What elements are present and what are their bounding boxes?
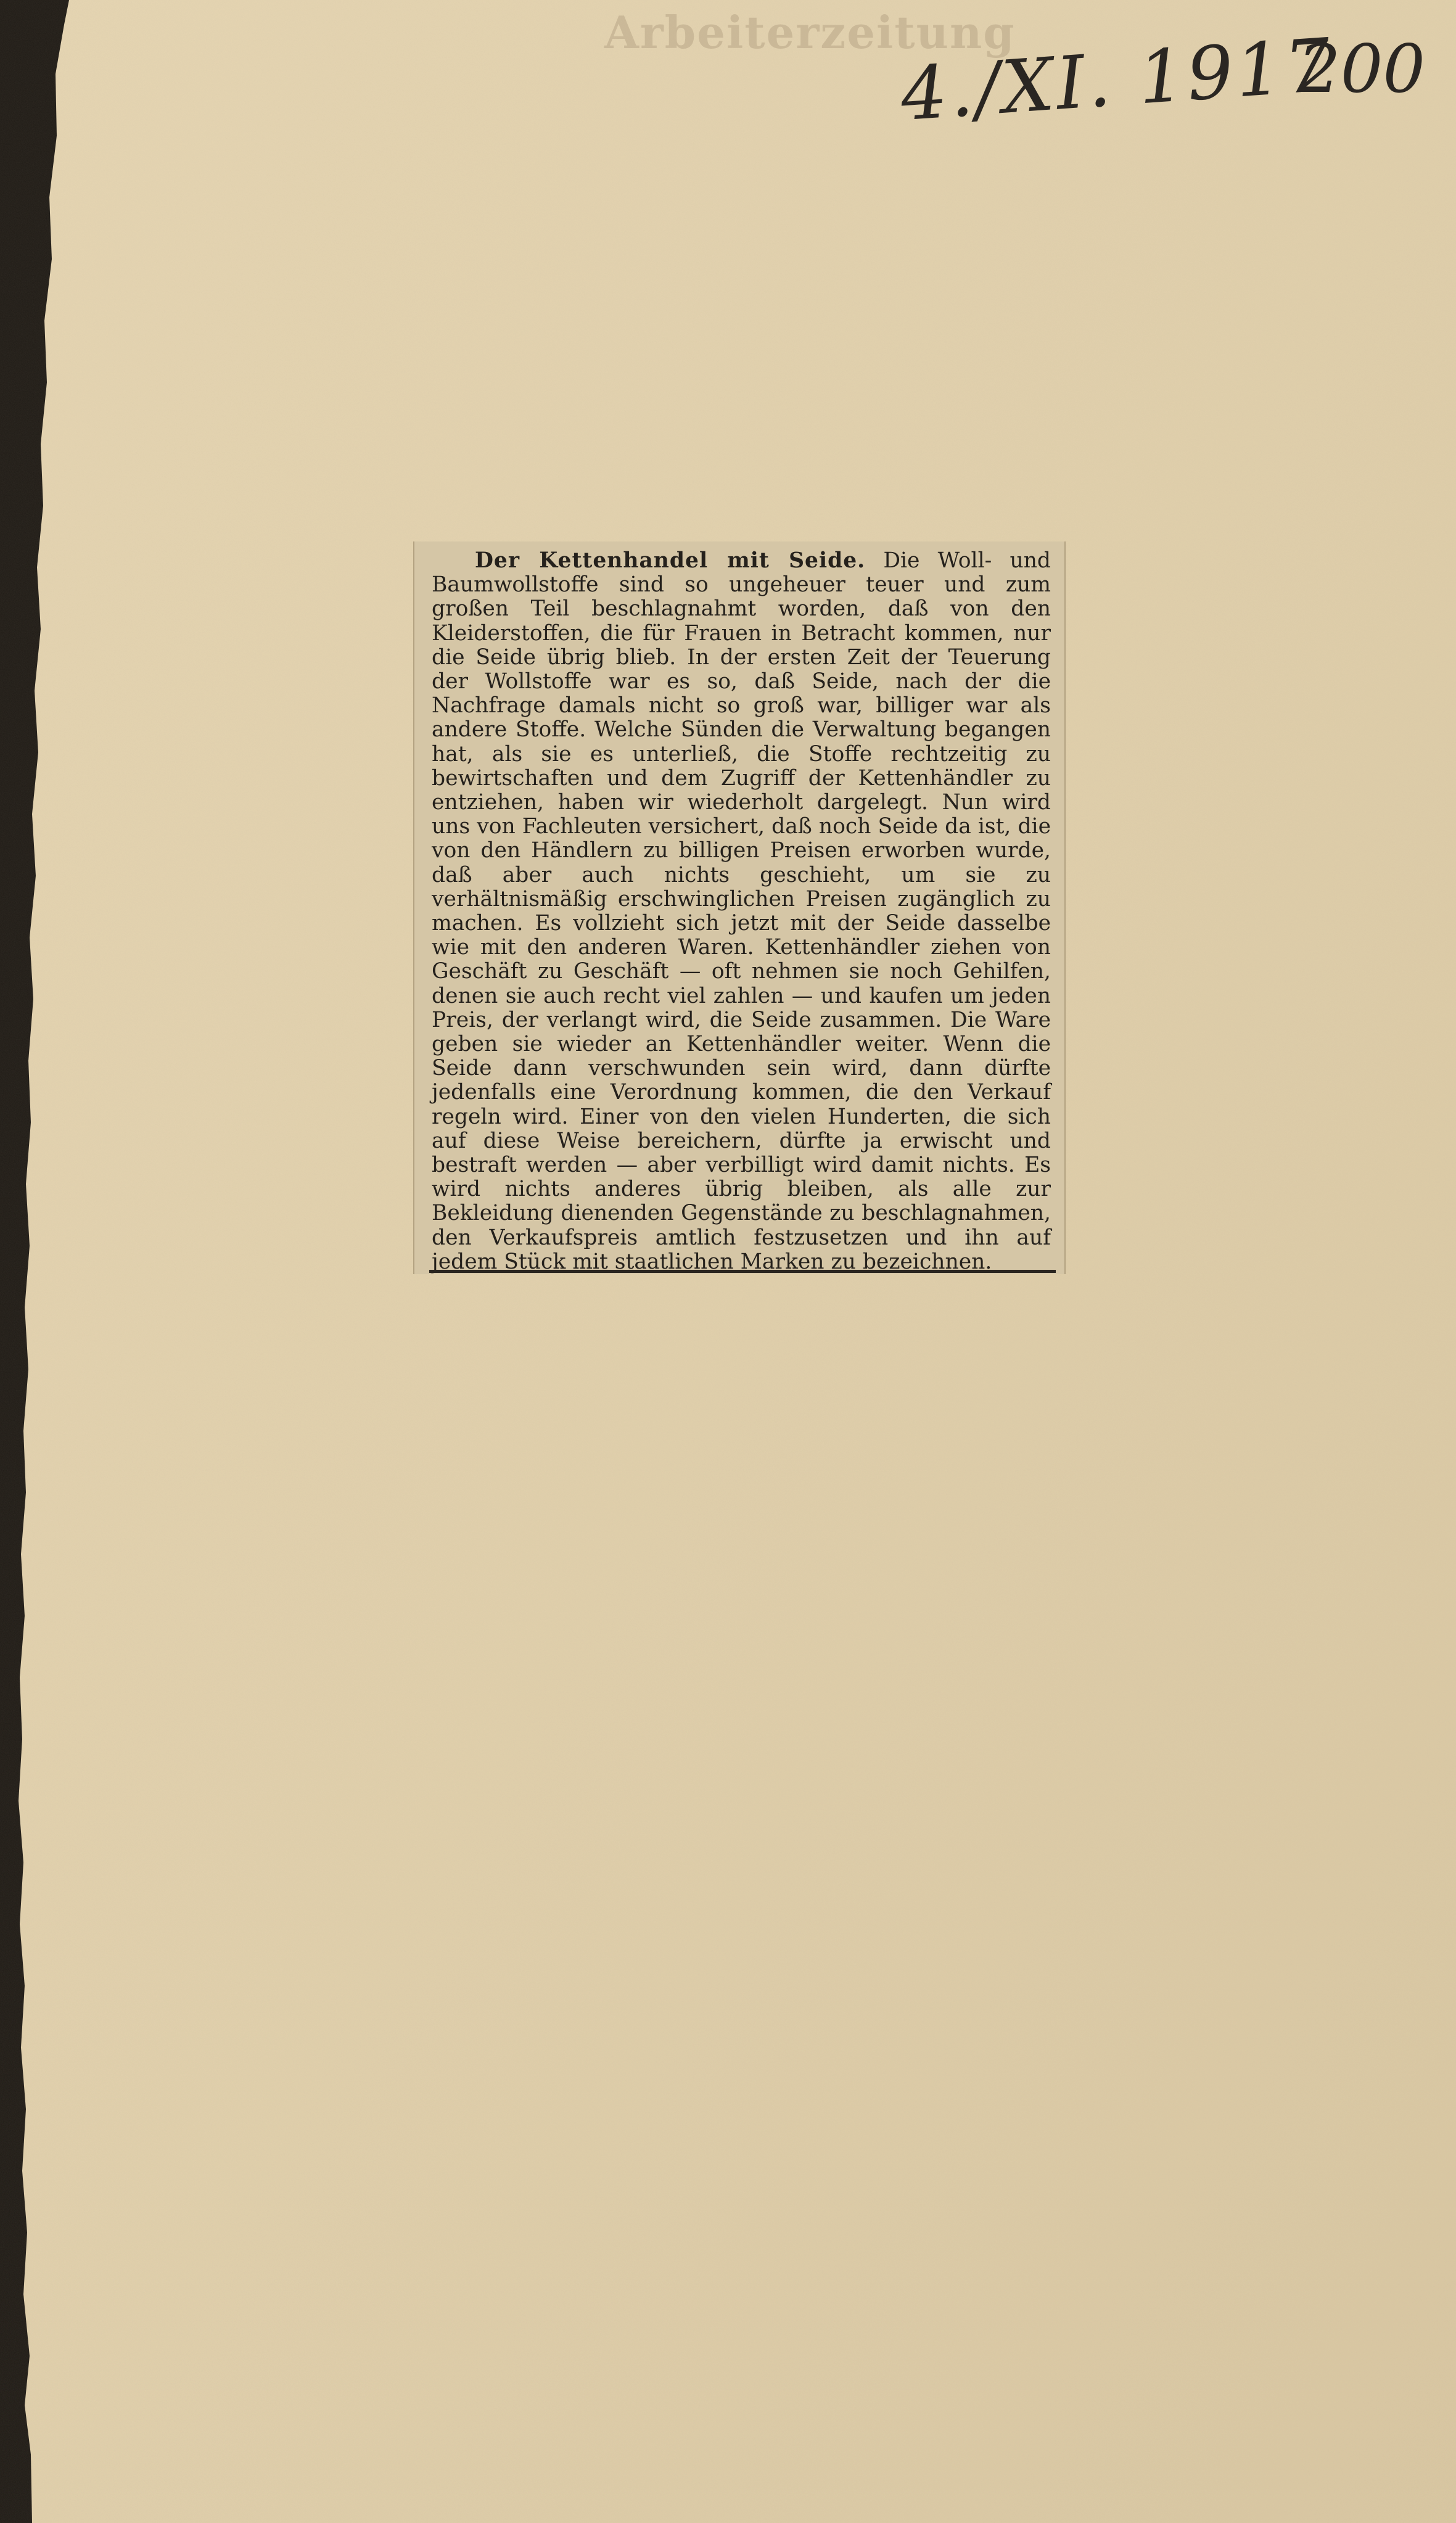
article-body: Die Woll- und Baumwollstoffe sind so ungeheuer teuer und zum großen Teil beschlagnahmt worden, daß von den Kleiderstoffen, die für Frauen in Betracht kommen, nur die Seide übrig blieb. In der ersten Zeit der Teuerung der Wollstoffe war es so, daß Seide, nach der die Nachfrage damals nicht so groß war, billiger war als andere Stoffe. Welche Sünden die Verwaltung begangen hat, als sie es unterließ, die Stoffe rechtzeitig zu bewirtschaften und dem Zugriff der Kettenhändler zu entziehen, haben wir wiederholt dargelegt. Nun wird uns von Fachleuten versichert, daß noch Seide da ist, die von den Händlern zu billigen Preisen erworben wurde, daß aber auch nichts geschieht, um sie zu verhältnismäßig erschwinglichen Preisen zugänglich zu machen. Es vollzieht sich jetzt mit der Seide dasselbe wie mit den anderen Waren. Kettenhändler ziehen von Geschäft zu Geschäft — oft nehmen sie noch Gehilfen, denen sie auch recht viel zahlen — und kaufen um jeden Preis, der verlangt wird, die Seide zusammen. Die Ware geben sie wieder an Kettenhändler weiter. Wenn die Seide dann verschwunden sein wird, dann dürfte jedenfalls eine Verordnung kommen, die den Verkauf regeln wird. Einer von den vielen Hunderten, die sich auf diese Weise bereichern, dürfte ja erwischt und bestraft werden — aber verbilligt wird damit nichts. Es wird nichts anderes übrig bleiben, als alle zur Bekleidung dienenden Gegenstände zu beschlagnahmen, den Verkaufspreis amtlich festzusetzen und ihn auf jedem Stück mit staatlichen Marken zu bezeichnen. xyxy=(432,548,1051,1274)
newspaper-stamp: Arbeiterzeitung xyxy=(604,6,1016,59)
article-title: Der Kettenhandel mit Seide. xyxy=(475,548,866,573)
article-paragraph xyxy=(432,541,1051,1274)
clipping-bottom-rule xyxy=(429,1270,1056,1273)
handwritten-date: 4./XI. 1917 xyxy=(898,22,1336,138)
newspaper-clipping xyxy=(413,541,1066,1274)
handwritten-page-number: 200 xyxy=(1298,31,1426,108)
